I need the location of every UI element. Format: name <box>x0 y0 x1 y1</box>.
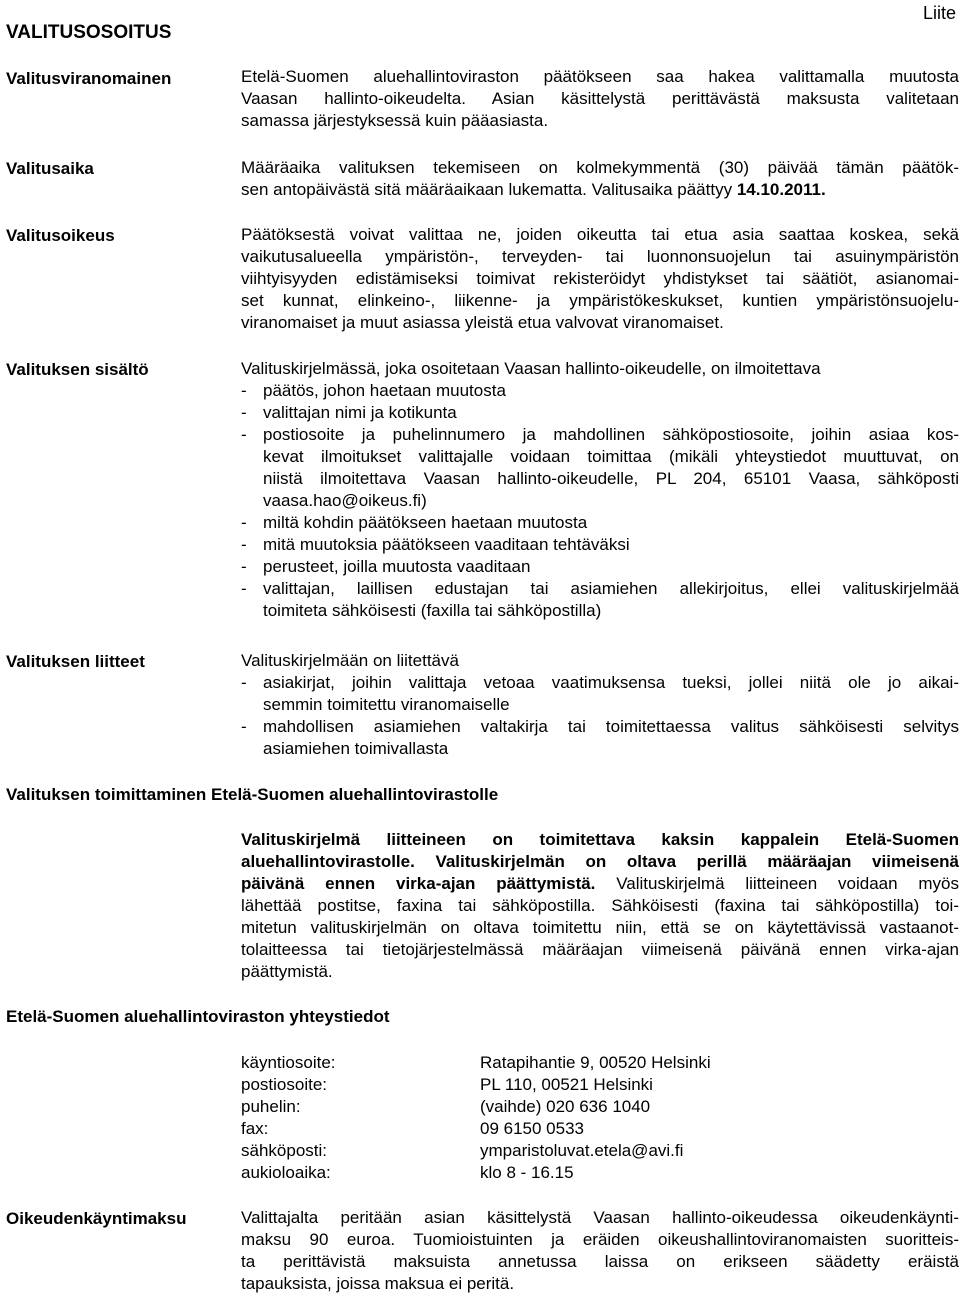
period-text-start: sen antopäivästä sitä määräaikaan lukematta. Valitusaika päättyy <box>241 180 737 199</box>
label-authority: Valitusviranomainen <box>6 69 172 88</box>
text-line: maksu 90 euroa. Tuomioistuinten ja eräiden oikeushallintoviranomaisten suoritteis- <box>241 1230 959 1249</box>
text-line: ta perittävistä maksuista annetussa laissa on erikseen säädetty eräistä <box>241 1252 959 1271</box>
text-line: samassa järjestyksessä kuin pääasiasta. <box>241 111 549 130</box>
heading-contact: Etelä-Suomen aluehallintoviraston yhteystiedot <box>6 1007 390 1026</box>
text-line: vaikutusalueella ympäristön-, terveyden- tai luonnonsuojelun tai asuinympäristön <box>241 247 959 266</box>
contact-row-phone: puhelin: (vaihde) 020 636 1040 <box>241 1097 651 1116</box>
list-item: - päätös, johon haetaan muutosta <box>241 381 506 400</box>
text-line: Valittajalta peritään asian käsittelystä Vaasan hallinto-oikeudessa oikeudenkäynti- <box>241 1208 959 1227</box>
text-line: aluehallintovirastolle. Valituskirjelmän on oltava perillä määräajan viimeisenä <box>241 852 959 871</box>
contact-row-email: sähköposti: ymparistoluvat.etela@avi.fi <box>241 1141 684 1160</box>
content-text <box>241 358 959 622</box>
contact-row-postal-address: postiosoite: PL 110, 00521 Helsinki <box>241 1075 653 1094</box>
text-line: tolaitteessa tai tietojärjestelmässä määräajan viimeisenä päivänä ennen virka-ajan <box>241 940 959 959</box>
text-line: päivänä ennen virka-ajan päättymistä. Valituskirjelmä liitteineen voidaan myös <box>241 874 959 893</box>
list-item: - asiakirjat, joihin valittaja vetoaa vaatimuksensa tueksi, jollei niitä ole jo aikai- semmin toimitettu viranomaiselle <box>241 673 959 714</box>
text-line: viranomaiset ja muut asiassa yleistä etua valvovat viranomaiset. <box>241 313 724 332</box>
text-line: Määräaika valituksen tekemiseen on kolmekymmentä (30) päivää tämän päätök- <box>241 158 959 177</box>
contact-table <box>241 1052 711 1184</box>
text-line: Etelä-Suomen aluehallintoviraston päätökseen saa hakea valittamalla muutosta <box>241 67 959 86</box>
heading-delivery: Valituksen toimittaminen Etelä-Suomen aluehallintovirastolle <box>6 785 499 804</box>
text-line: päättymistä. <box>241 962 333 981</box>
contact-row-opening-hours: aukioloaika: klo 8 - 16.15 <box>241 1163 574 1182</box>
label-attachments: Valituksen liitteet <box>6 652 145 671</box>
list-item: - miltä kohdin päätökseen haetaan muutosta <box>241 513 588 532</box>
list-item: - perusteet, joilla muutosta vaaditaan <box>241 557 531 576</box>
document-title: VALITUSOSOITUS <box>6 22 172 43</box>
text-line: Valituskirjelmä liitteineen on toimitettava kaksin kappalein Etelä-Suomen <box>241 830 959 849</box>
text-line: Päätöksestä voivat valittaa ne, joiden oikeutta tai etua asia saattaa koskea, sekä <box>241 225 959 244</box>
label-right: Valitusoikeus <box>6 226 115 245</box>
list-item: - postiosoite ja puhelinnumero ja mahdollinen sähköpostiosoite, joihin asiaa kos- kevat ilmoitukset valittajalle voidaan toimittaa (mikäli yhteystiedot muuttuvat, on niistä ilmoitettava Vaasan hallinto-oikeudelle, PL 204, 65101 Vaasa, sähköposti vaasa.hao@oikeus.fi) <box>241 425 959 510</box>
attachment-label: Liite <box>922 3 956 23</box>
label-fee: Oikeudenkäyntimaksu <box>6 1209 187 1228</box>
list-item: - mitä muutoksia päätökseen vaaditaan tehtäväksi <box>241 535 630 554</box>
text-line <box>241 179 959 201</box>
authority-text <box>241 66 959 132</box>
text-line: set kunnat, elinkeino-, liikenne- ja ympäristökeskukset, kuntien ympäristönsuojelu- <box>241 291 959 310</box>
contact-row-fax: fax: 09 6150 0533 <box>241 1119 584 1138</box>
contact-row-visiting-address: käyntiosoite: Ratapihantie 9, 00520 Helsinki <box>241 1053 711 1072</box>
text-line: lähettää postitse, faxina tai sähköpostilla. Sähköisesti (faxina tai sähköpostilla) toi- <box>241 896 959 915</box>
text-line: Valituskirjelmässä, joka osoitetaan Vaasan hallinto-oikeudelle, on ilmoitettava <box>241 359 821 378</box>
text-line: viihtyisyyden edistämiseksi toimivat rekisteröidyt yhdistykset tai säätiöt, asianomai- <box>241 269 959 288</box>
list-item: - valittajan nimi ja kotikunta <box>241 403 457 422</box>
label-content: Valituksen sisältö <box>6 360 149 379</box>
deadline-date: 14.10.2011. <box>736 180 826 199</box>
list-item: - mahdollisen asiamiehen valtakirja tai toimitettaessa valitus sähköisesti selvitys asiamiehen toimivallasta <box>241 717 959 758</box>
list-item: - valittajan, laillisen edustajan tai asiamiehen allekirjoitus, ellei valituskirjelmää toimiteta sähköisesti (faxilla tai sähköpostilla) <box>241 579 959 620</box>
fee-text <box>241 1207 959 1295</box>
right-text <box>241 224 959 334</box>
text-line: mitetun valituskirjelmän on oltava toimitettu niin, että se on käytettävissä vastaanot- <box>241 918 959 937</box>
text-line: Valituskirjelmään on liitettävä <box>241 651 459 670</box>
text-line: tapauksista, joissa maksua ei peritä. <box>241 1274 515 1293</box>
attachments-text <box>241 650 959 760</box>
text-line: Vaasan hallinto-oikeudelta. Asian käsittelystä perittävästä maksusta valitetaan <box>241 89 959 108</box>
label-period: Valitusaika <box>6 159 94 178</box>
delivery-text <box>241 829 959 983</box>
period-text <box>241 157 959 201</box>
